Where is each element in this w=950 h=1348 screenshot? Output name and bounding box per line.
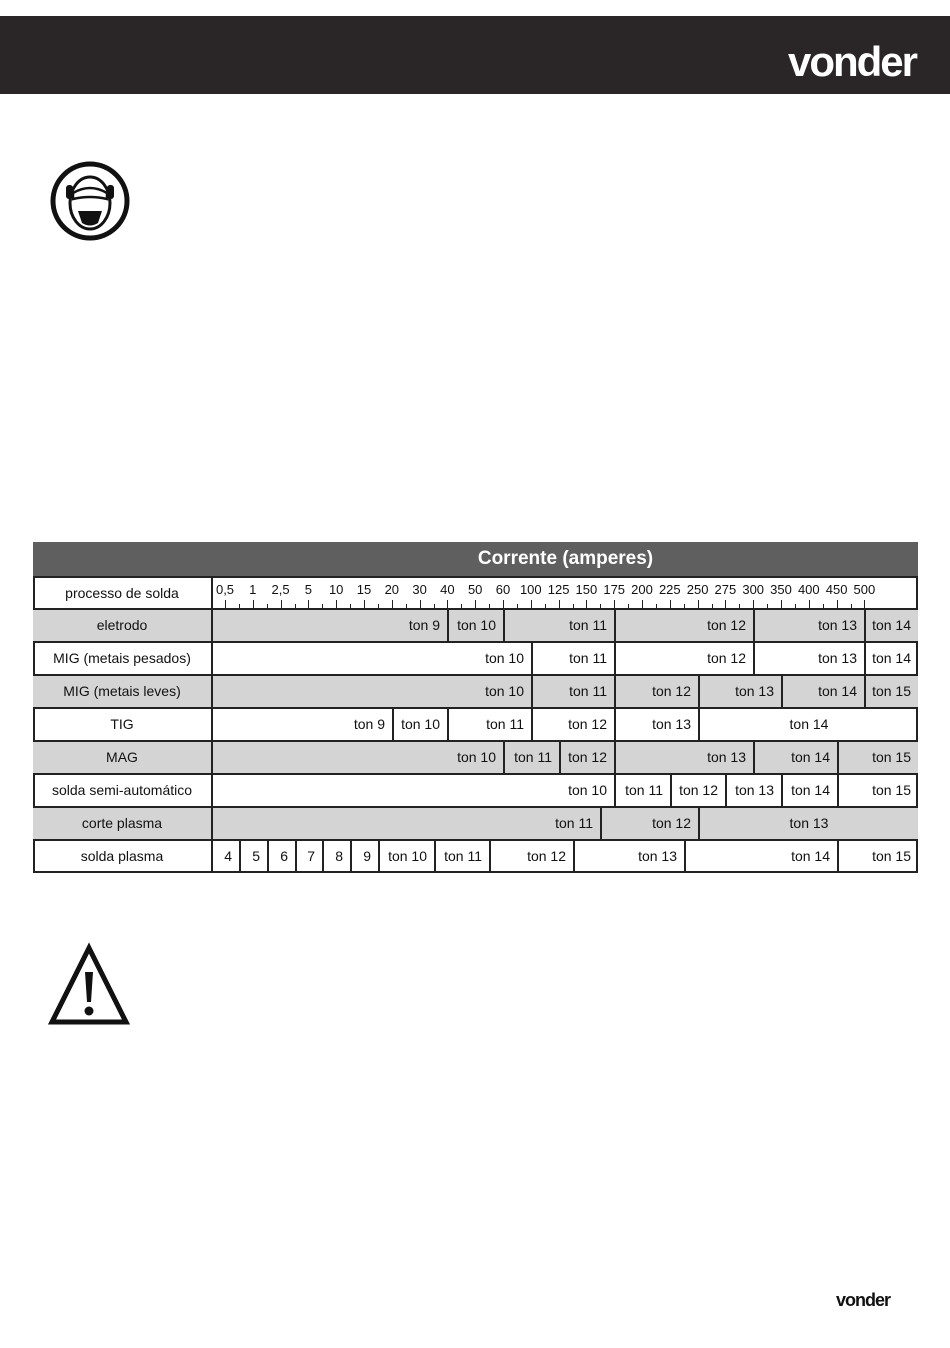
scale-tick <box>253 600 254 608</box>
scale-tick <box>336 600 337 608</box>
scale-label: 400 <box>797 582 820 597</box>
scale-label: 20 <box>384 582 400 597</box>
process-name: eletrodo <box>33 610 213 641</box>
scale-tick <box>531 600 532 608</box>
scale-tick <box>725 600 726 608</box>
shade-segment: ton 13 <box>614 709 698 740</box>
scale-tick <box>864 600 865 608</box>
scale-label: 60 <box>495 582 511 597</box>
scale-label: 1 <box>249 582 257 597</box>
shade-segment: ton 9 <box>353 716 385 732</box>
scale-label: 150 <box>575 582 598 597</box>
shade-segment: ton 14 <box>864 643 918 674</box>
warning-triangle-icon <box>48 942 130 1026</box>
table-row <box>33 674 918 707</box>
shade-segment: ton 14 <box>698 709 918 740</box>
scale-tick <box>586 600 587 608</box>
process-name: TIG <box>33 709 213 740</box>
process-header: processo de solda <box>33 578 213 609</box>
scale-label: 300 <box>742 582 765 597</box>
shade-segment: ton 14 <box>781 775 837 806</box>
scale-tick <box>781 600 782 608</box>
shade-segment: ton 14 <box>864 610 918 641</box>
shade-segment: 5 <box>239 841 267 872</box>
shade-segment: ton 10 <box>485 650 524 666</box>
shade-segment: ton 11 <box>555 815 593 831</box>
shade-segment: ton 12 <box>614 610 753 641</box>
scale-tick <box>308 600 309 608</box>
scale-label: 250 <box>686 582 709 597</box>
table-row <box>33 806 918 839</box>
shade-segment: ton 11 <box>503 610 614 641</box>
shade-segment: ton 13 <box>753 643 864 674</box>
scale-label: 50 <box>467 582 483 597</box>
scale-tick <box>281 600 282 608</box>
shade-segment: ton 13 <box>698 808 918 839</box>
shade-segment: ton 12 <box>559 742 614 773</box>
scale-label: 5 <box>304 582 313 597</box>
shade-segment: ton 12 <box>614 643 753 674</box>
shade-segment: 6 <box>267 841 295 872</box>
shade-segment: ton 10 <box>447 610 503 641</box>
process-name: solda semi-automático <box>33 775 213 806</box>
shade-segment: 4 <box>224 848 232 864</box>
welding-mask-respirator-icon <box>48 161 132 241</box>
shade-segment: ton 14 <box>781 676 864 707</box>
scale-tick <box>475 600 476 608</box>
scale-label: 0,5 <box>215 582 235 597</box>
shade-segment: ton 13 <box>725 775 781 806</box>
scale-tick <box>809 600 810 608</box>
shade-segment: ton 11 <box>531 643 614 674</box>
shade-segment: ton 15 <box>837 841 918 872</box>
scale-label: 10 <box>328 582 344 597</box>
scale-tick <box>392 600 393 608</box>
shade-segment: ton 10 <box>568 782 607 798</box>
table-title: Corrente (amperes) <box>213 542 918 576</box>
scale-label: 200 <box>631 582 653 597</box>
shade-segment: ton 13 <box>698 676 781 707</box>
shade-segment: ton 11 <box>614 775 670 806</box>
shade-segment: ton 15 <box>864 676 918 707</box>
scale-tick <box>614 600 615 608</box>
scale-tick <box>420 600 421 608</box>
shade-segment: ton 11 <box>531 676 614 707</box>
scale-tick <box>670 600 671 608</box>
scale-tick <box>559 600 560 608</box>
scale-label: 350 <box>770 582 792 597</box>
scale-label: 225 <box>658 582 681 597</box>
table-row <box>33 839 918 872</box>
shade-segment: 9 <box>350 841 378 872</box>
table-row <box>33 773 918 806</box>
current-scale-row <box>33 576 918 608</box>
scale-label: 2,5 <box>271 582 290 597</box>
table-header-blank <box>33 542 213 576</box>
process-name: MIG (metais pesados) <box>33 643 213 674</box>
scale-tick <box>225 600 226 608</box>
scale-tick <box>753 600 754 608</box>
scale-tick <box>364 600 365 608</box>
shade-segment: ton 14 <box>753 742 837 773</box>
shade-segment: ton 15 <box>837 775 918 806</box>
scale-tick <box>698 600 699 608</box>
shade-segment: ton 13 <box>573 841 684 872</box>
scale-tick <box>503 600 504 608</box>
shade-segment: ton 12 <box>489 841 573 872</box>
table-row <box>33 608 918 641</box>
page-header <box>0 16 950 94</box>
shade-segment: ton 10 <box>378 841 434 872</box>
welding-shade-table <box>33 542 918 873</box>
scale-label: 30 <box>412 582 427 597</box>
shade-segment: ton 13 <box>614 742 753 773</box>
scale-tick <box>447 600 448 608</box>
scale-label: 450 <box>825 582 848 597</box>
shade-segment: ton 11 <box>434 841 489 872</box>
process-name: corte plasma <box>33 808 213 839</box>
shade-segment: ton 9 <box>408 617 440 633</box>
table-row <box>33 641 918 674</box>
shade-segment: ton 10 <box>392 709 447 740</box>
footer-brand-logo: vonder <box>836 1290 891 1310</box>
shade-segment: ton 10 <box>485 683 524 699</box>
scale-tick <box>837 600 838 608</box>
process-name: solda plasma <box>33 841 213 872</box>
shade-segment: ton 12 <box>531 709 614 740</box>
shade-segment: 7 <box>295 841 322 872</box>
scale-label: 125 <box>547 582 570 597</box>
shade-segment: ton 12 <box>600 808 698 839</box>
shade-segment: ton 11 <box>503 742 559 773</box>
shade-segment: ton 12 <box>670 775 725 806</box>
shade-segment: ton 15 <box>837 742 918 773</box>
scale-tick <box>642 600 643 608</box>
shade-segment: ton 14 <box>684 841 837 872</box>
shade-segment: 8 <box>322 841 350 872</box>
table-row <box>33 707 918 740</box>
brand-logo: vonder <box>787 38 916 85</box>
scale-label: 175 <box>603 582 626 597</box>
process-name: MAG <box>33 742 213 773</box>
scale-label: 500 <box>853 582 876 597</box>
scale-label: 15 <box>356 582 372 597</box>
shade-segment: ton 13 <box>753 610 864 641</box>
scale-label: 100 <box>519 582 542 597</box>
shade-segment: ton 11 <box>447 709 531 740</box>
shade-segment: ton 10 <box>457 749 496 765</box>
process-name: MIG (metais leves) <box>33 676 213 707</box>
scale-label: 275 <box>714 582 737 597</box>
table-row <box>33 740 918 773</box>
scale-label: 40 <box>440 582 455 597</box>
shade-segment: ton 12 <box>614 676 698 707</box>
